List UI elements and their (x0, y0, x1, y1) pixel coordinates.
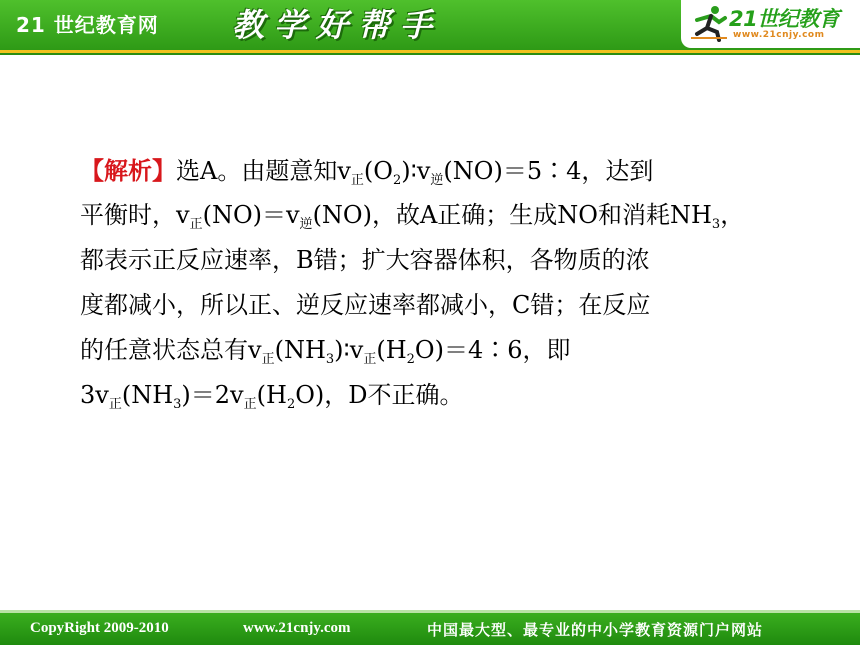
text-segment: (O (363, 157, 393, 185)
subscript: 3 (173, 397, 182, 412)
subscript: 正 (261, 352, 275, 367)
text-segment: (NO)＝v (202, 201, 300, 229)
text-segment: (H (256, 381, 287, 409)
text-line (80, 193, 800, 238)
subscript: 逆 (299, 217, 313, 232)
text-segment: 的任意状态总有v (80, 336, 262, 364)
text-segment: (NH (274, 336, 326, 364)
subscript: 2 (406, 352, 415, 367)
logo-url: www.21cnjy.com (733, 30, 825, 40)
text-segment: 度都减小，所以正、逆反应速率都减小，C错；在反应 (80, 291, 651, 319)
analysis-text (80, 148, 800, 418)
text-segment: ， (720, 201, 745, 229)
subscript: 正 (363, 352, 377, 367)
header-divider-dark (0, 53, 860, 55)
subscript: 正 (189, 217, 203, 232)
subscript: 2 (286, 397, 296, 412)
footer-motto: 中国最大型、最专业的中小学教育资源门户网站 (427, 621, 764, 639)
text-segment: (H (376, 336, 407, 364)
copyright-text: CopyRight 2009-2010 (30, 620, 169, 636)
text-segment: 平衡时，v (80, 201, 190, 229)
text-segment: 选A。由题意知v (176, 157, 351, 185)
text-segment: 都表示正反应速率，B错；扩大容器体积，各物质的浓 (80, 246, 650, 274)
text-segment: )＝2v (181, 381, 244, 409)
header-bar (0, 0, 860, 50)
text-segment: )∶v (334, 336, 364, 364)
text-line (80, 283, 800, 328)
text-segment: )∶v (401, 157, 431, 185)
analysis-label: 【解析】 (80, 156, 176, 185)
text-line (80, 238, 800, 283)
subscript: 逆 (430, 173, 444, 188)
footer-bar (0, 613, 860, 645)
text-segment: (NO)＝5∶4，达到 (443, 157, 654, 185)
subscript: 正 (108, 397, 122, 412)
footer-url-link[interactable]: www.21cnjy.com (243, 620, 351, 636)
subscript: 正 (243, 397, 257, 412)
text-segment: (NO)，故A正确；生成NO和消耗NH (312, 201, 712, 229)
subscript: 正 (350, 173, 364, 188)
logo-text: 21世纪教育 (729, 7, 840, 31)
text-segment: O)，D不正确。 (295, 381, 464, 409)
subscript: 3 (711, 217, 721, 232)
text-line (80, 148, 800, 193)
text-line (80, 328, 800, 373)
site-logo[interactable] (681, 0, 860, 48)
subscript: 2 (392, 173, 402, 188)
site-name: 21 世纪教育网 (16, 13, 159, 37)
text-segment: O)＝4∶6，即 (414, 336, 571, 364)
subscript: 3 (325, 352, 335, 367)
text-segment: 3v (80, 381, 109, 409)
runner-logo-icon (689, 4, 729, 42)
slogan: 教学好帮手 (232, 6, 443, 44)
text-line (80, 373, 800, 418)
text-segment: (NH (121, 381, 174, 409)
